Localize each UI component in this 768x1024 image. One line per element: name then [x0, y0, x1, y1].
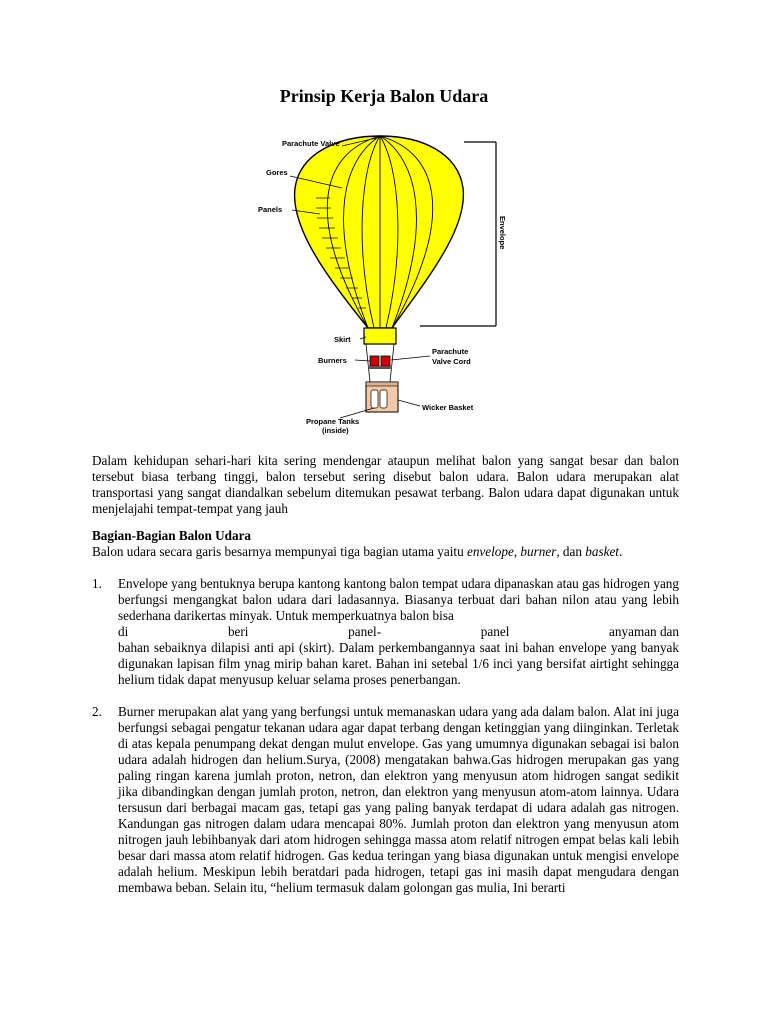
page-title: Prinsip Kerja Balon Udara: [279, 86, 489, 106]
list-item-text: Burner merupakan alat yang yang berfungsi untuk memanaskan udara yang ada dalam balon. Alat ini juga berfungsi sebagai pengatur tekanan udara agar dapat terbang dengan ketinggian yang diinginkan. Terletak di atas kepala penumpang dekat dengan mulut envelope. Gas yang umumnya digunakan sebagai isi balon udara adalah hidrogen dan helium.Surya, (2008) mengatakan bahwa.Gas hidrogen merupakan gas yang paling ringan karena jumlah proton, netron, dan elektron yang menyusun atom hidrogen sangat sedikit jika dibandingkan dengan jumlah proton, netron, dan elektron yang menyusun atom-atom lainnya. Udara tersusun dari berbagai macam gas, tetapi gas yang paling banyak terdapat di udara adalah gas nitrogen. Kandungan gas nitrogen dalam udara mencapai 80%. Jumlah proton dan elektron yang menyusun atom nitrogen jauh lebihbanyak dari atom hidrogen sehingga massa atom relatif nitrogen empat belas kali lebih besar dari massa atom relatif hidrogen. Gas kedua teringan yang biasa digunakan untuk mengisi envelope adalah helium. Meskipun lebih beratdari pada hidrogen, tetapi gas ini masih dapat mengudara dengan membawa beban. Selain itu, “helium termasuk dalam golongan gas mulia, Ini berarti: [118, 704, 679, 895]
label-skirt: Skirt: [334, 335, 351, 344]
label-propane-tanks: Propane Tanks: [306, 417, 360, 426]
propane-tank-2: [380, 390, 387, 408]
label-propane-inside: (inside): [322, 426, 349, 435]
lead-paragraph: [92, 544, 679, 560]
balloon-envelope: [295, 136, 464, 328]
spread-word: di: [118, 624, 129, 639]
list-number: 2.: [92, 704, 102, 719]
term-burner: burner: [520, 544, 557, 559]
list-number: 1.: [92, 576, 102, 591]
hot-air-balloon-diagram: [250, 128, 520, 440]
label-parachute-valve-cord-1: Parachute: [432, 347, 469, 356]
lead-sep2: , dan: [556, 544, 586, 559]
term-envelope: envelope: [466, 544, 514, 559]
list-item-burner: [92, 704, 679, 896]
label-parachute-valve: Parachute Valve: [282, 139, 340, 148]
lead-end: .: [618, 544, 623, 559]
list-item-spread-line: [118, 624, 679, 640]
list-item-text-a: Envelope yang bentuknya berupa kantong kantong balon tempat udara dipanaskan atau gas hidrogen yang berfungsi mengangkat balon udara dari ladasannya. Biasanya terbuat dari bahan nilon atau yang lebih sederhana darikertas minyak. Untuk memperkuatnya balon bisa: [118, 576, 679, 623]
label-wicker-basket: Wicker Basket: [422, 403, 474, 412]
spread-word: panel-: [348, 624, 382, 639]
list-item-text-b: bahan sebaiknya dilapisi anti api (skirt). Dalam perkembangannya saat ini bahan envelope yang banyak digunakan lapisan film ynag mirip bahan karet. Bahan ini setebal 1/6 inci yang bersifat airtight sehingga helium tidak dapat menyusup keluar selama proses penerbangan.: [118, 640, 679, 687]
spread-word: panel: [480, 624, 510, 639]
burner-right: [381, 356, 390, 366]
label-burners: Burners: [318, 356, 347, 365]
label-envelope: Envelope: [498, 216, 507, 250]
list-item-envelope: [92, 576, 679, 688]
parts-list: [92, 576, 679, 896]
balloon-skirt: [364, 328, 396, 344]
balloon-diagram-svg: [250, 128, 520, 440]
label-parachute-valve-cord-2: Valve Cord: [432, 357, 471, 366]
lead-sep1: ,: [513, 544, 521, 559]
spread-word: anyaman dan: [609, 624, 679, 639]
burner-left: [370, 356, 379, 366]
propane-tank-1: [371, 390, 378, 408]
intro-paragraph: Dalam kehidupan sehari-hari kita sering mendengar ataupun melihat balon yang sangat besar dan balon tersebut biasa terbang tinggi, balon tersebut sering disebut balon udara. Balon udara merupakan alat transportasi yang sangat diandalkan sebelum ditemukan pesawat terbang. Balon udara dapat digunakan untuk menjelajahi tempat-tempat yang jauh: [92, 453, 679, 516]
term-basket: basket: [585, 544, 619, 559]
lead-text: Balon udara secara garis besarnya mempunyai tiga bagian utama yaitu: [92, 544, 467, 559]
label-panels: Panels: [258, 205, 283, 214]
section-heading: Bagian-Bagian Balon Udara: [92, 528, 252, 543]
label-gores: Gores: [266, 168, 288, 177]
spread-word: beri: [227, 624, 249, 639]
